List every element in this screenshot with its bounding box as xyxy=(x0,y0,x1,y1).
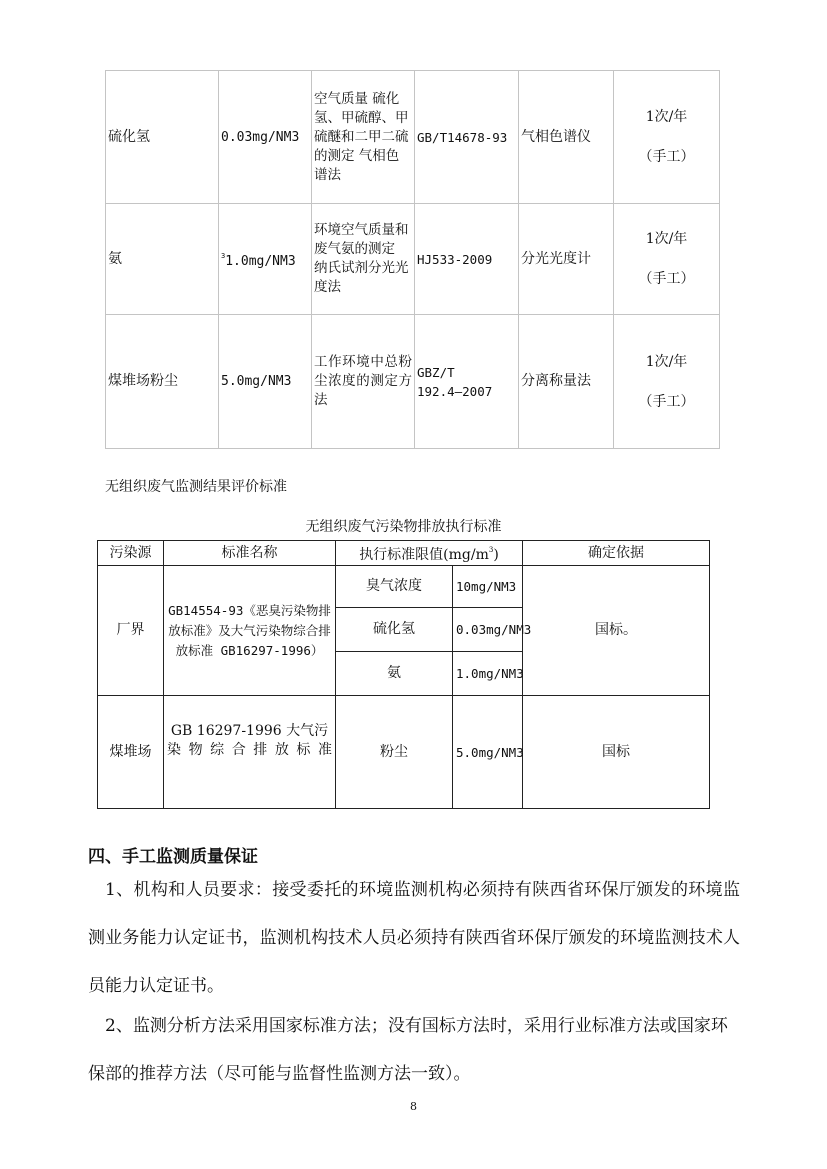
basis-cell: 国标。 xyxy=(523,566,710,696)
superscript: 3 xyxy=(221,252,226,260)
mode-text: （手工） xyxy=(638,149,695,165)
value-cell: 5.0mg/NM3 xyxy=(453,696,523,809)
paragraph: 1、机构和人员要求：接受委托的环境监测机构必须持有陕西省环保厅颁发的环境监测业务能力认定证书，监测机构技术人员必须持有陕西省环保厅颁发的环境监测技术人员能力认定证书。 xyxy=(88,880,740,996)
source-cell: 煤堆场 xyxy=(98,696,164,809)
table-row xyxy=(106,71,720,204)
section-heading: 四、手工监测质量保证 xyxy=(88,847,258,867)
emission-standard-table xyxy=(97,540,710,809)
standard-name-cell: GB 16297-1996 大气污染物综合排放标准 xyxy=(164,696,336,809)
frequency-cell xyxy=(614,315,720,449)
limit-cell: 0.03mg/NM3 xyxy=(219,71,312,204)
item-cell: 粉尘 xyxy=(336,696,453,809)
monitoring-method-table xyxy=(105,70,720,449)
frequency-text: 1次/年 xyxy=(645,231,688,247)
frequency-cell xyxy=(614,71,720,204)
table-title: 无组织废气污染物排放执行标准 xyxy=(305,519,502,535)
instrument-cell: 气相色谱仪 xyxy=(519,71,614,204)
table-row xyxy=(98,696,710,809)
frequency-text: 1次/年 xyxy=(645,353,688,370)
instrument-cell: 分光光度计 xyxy=(519,204,614,315)
pollutant-cell: 硫化氢 xyxy=(106,71,219,204)
standard-cell: HJ533-2009 xyxy=(415,204,519,315)
header-limit-text: 执行标准限值(mg/m xyxy=(359,547,489,563)
page-number: 8 xyxy=(410,1100,417,1113)
item-cell: 硫化氢 xyxy=(336,608,453,652)
header-basis: 确定依据 xyxy=(523,541,710,566)
evaluation-standard-caption: 无组织废气监测结果评价标准 xyxy=(105,479,287,495)
header-source: 污染源 xyxy=(98,541,164,566)
table-row xyxy=(98,566,710,608)
mode-text: （手工） xyxy=(638,271,695,287)
table-row xyxy=(106,315,720,449)
mode-text: （手工） xyxy=(638,393,695,410)
value-cell: 1.0mg/NM3 xyxy=(453,652,523,696)
pollutant-cell: 氨 xyxy=(106,204,219,315)
standard-name-cell: GB14554-93《恶臭污染物排放标准》及大气污染物综合排放标准 GB16297-1996） xyxy=(164,566,336,696)
item-cell: 氨 xyxy=(336,652,453,696)
header-limit xyxy=(336,541,523,566)
method-cell: 空气质量 硫化氢、甲硫醇、甲硫醚和二甲二硫的测定 气相色谱法 xyxy=(312,71,415,204)
header-standard: 标准名称 xyxy=(164,541,336,566)
limit-value: 1.0mg/NM3 xyxy=(225,254,296,269)
standard-cell xyxy=(415,315,519,449)
superscript: 3 xyxy=(488,546,494,554)
standard-line: 192.4—2007 xyxy=(417,383,493,399)
frequency-cell xyxy=(614,204,720,315)
basis-cell: 国标 xyxy=(523,696,710,809)
value-cell: 0.03mg/NM3 xyxy=(453,608,523,652)
limit-cell xyxy=(219,204,312,315)
method-cell: 环境空气质量和废气氨的测定 纳氏试剂分光光度法 xyxy=(312,204,415,315)
source-cell: 厂界 xyxy=(98,566,164,696)
limit-cell: 5.0mg/NM3 xyxy=(219,315,312,449)
table-row xyxy=(106,204,720,315)
paragraph: 2、监测分析方法采用国家标准方法；没有国标方法时，采用行业标准方法或国家环保部的推荐方法（尽可能与监督性监测方法一致）。 xyxy=(88,1016,728,1084)
pollutant-cell: 煤堆场粉尘 xyxy=(106,315,219,449)
header-limit-close: ) xyxy=(493,547,499,563)
standard-cell: GB/T14678-93 xyxy=(415,71,519,204)
value-cell: 10mg/NM3 xyxy=(453,566,523,608)
standard-line: GBZ/T xyxy=(417,364,455,380)
instrument-cell: 分离称量法 xyxy=(519,315,614,449)
frequency-text: 1次/年 xyxy=(645,109,688,125)
item-cell: 臭气浓度 xyxy=(336,566,453,608)
method-cell: 工作环境中总粉尘浓度的测定方法 xyxy=(312,315,415,449)
table-header-row xyxy=(98,541,710,566)
